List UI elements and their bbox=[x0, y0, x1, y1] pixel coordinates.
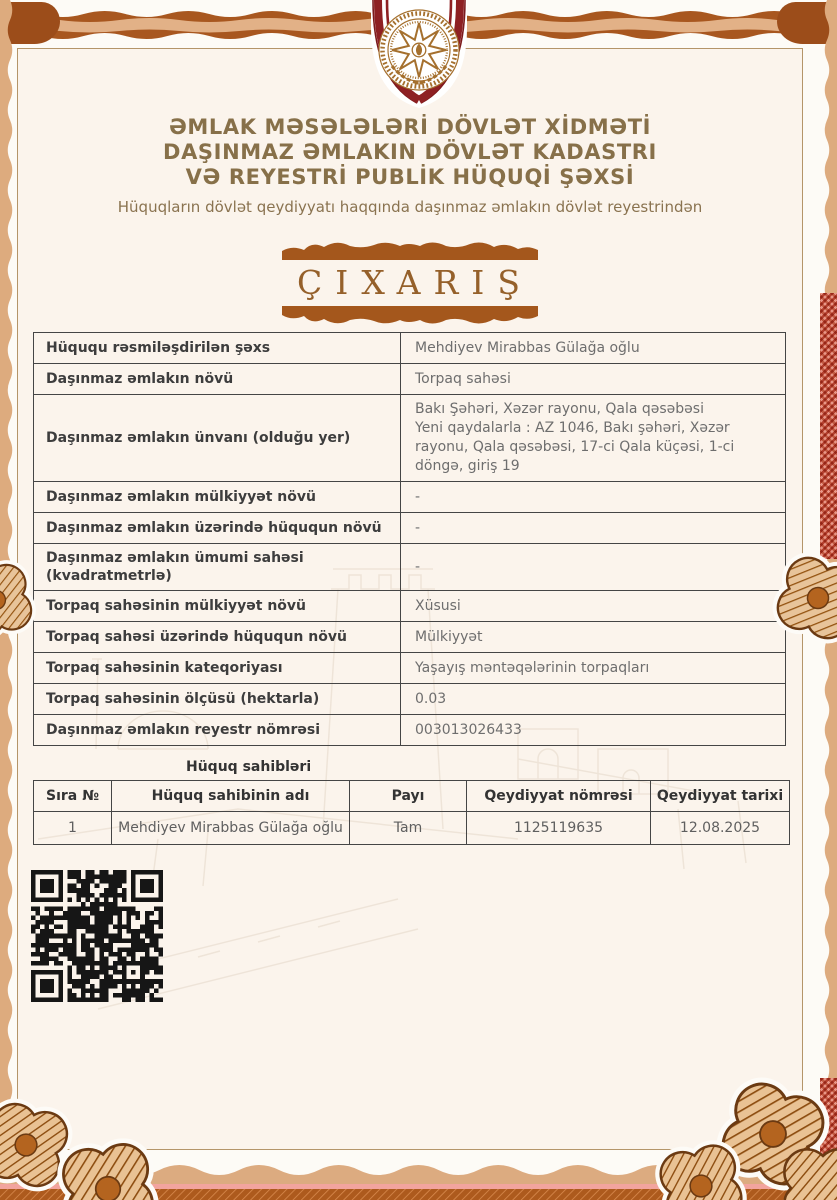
row-label: Daşınmaz əmlakın mülkiyyət növü bbox=[34, 482, 401, 512]
table-row bbox=[34, 715, 785, 746]
row-label: Torpaq sahəsinin mülkiyyət növü bbox=[34, 591, 401, 621]
owner-name: Mehdiyev Mirabbas Gülağa oğlu bbox=[112, 812, 350, 844]
table-row bbox=[34, 364, 785, 395]
column-header: Hüquq sahibinin adı bbox=[112, 781, 350, 811]
owner-no: 1 bbox=[34, 812, 112, 844]
issuing-authority-title bbox=[18, 115, 802, 190]
bottom-left-corner-flourish bbox=[0, 1085, 180, 1200]
table-row bbox=[34, 544, 785, 591]
row-value: Torpaq sahəsi bbox=[415, 370, 511, 387]
row-label: Daşınmaz əmlakın növü bbox=[34, 364, 401, 394]
row-label: Torpaq sahəsi üzərində hüququn növü bbox=[34, 622, 401, 652]
left-medallion-ornament bbox=[0, 540, 42, 660]
table-row bbox=[34, 622, 785, 653]
banner-bottom-flourish bbox=[282, 310, 538, 328]
row-label: Daşınmaz əmlakın reyestr nömrəsi bbox=[34, 715, 401, 745]
banner-top-flourish bbox=[282, 238, 538, 256]
owner-reg-number: 1125119635 bbox=[467, 812, 651, 844]
authority-line-3: VƏ REYESTRİ PUBLİK HÜQUQİ ŞƏXSİ bbox=[185, 165, 635, 189]
row-value: 003013026433 bbox=[415, 721, 522, 738]
row-value: - bbox=[415, 519, 421, 536]
row-label: Hüququ rəsmiləşdirilən şəxs bbox=[34, 333, 401, 363]
qr-code bbox=[31, 870, 163, 1002]
azerbaijan-state-emblem bbox=[361, 0, 477, 112]
row-value: - bbox=[415, 488, 421, 505]
column-header: Qeydiyyat tarixi bbox=[656, 788, 784, 804]
authority-line-1: ƏMLAK MƏSƏLƏLƏRİ DÖVLƏT XİDMƏTİ bbox=[168, 115, 652, 139]
table-row-address bbox=[34, 395, 785, 482]
table-row bbox=[34, 513, 785, 544]
row-value: Mülkiyyət bbox=[415, 628, 483, 645]
extract-banner bbox=[282, 238, 538, 328]
row-label: Torpaq sahəsinin ölçüsü (hektarla) bbox=[34, 684, 401, 714]
row-value: Xüsusi bbox=[415, 597, 461, 614]
address-line-1: Bakı Şəhəri, Xəzər rayonu, Qala qəsəbəsi bbox=[415, 401, 704, 417]
row-label: Daşınmaz əmlakın üzərində hüququn növü bbox=[34, 513, 401, 543]
row-value: Mehdiyev Mirabbas Gülağa oğlu bbox=[415, 339, 640, 356]
bottom-right-corner-flourish bbox=[645, 1070, 837, 1200]
row-label: Daşınmaz əmlakın ünvanı (olduğu yer) bbox=[34, 395, 401, 481]
right-medallion-ornament bbox=[770, 536, 837, 666]
property-details-table bbox=[33, 332, 786, 746]
document-subtitle: Hüquqların dövlət qeydiyyatı haqqında daşınmaz əmlakın dövlət reyestrindən bbox=[117, 198, 703, 216]
table-row bbox=[34, 333, 785, 364]
extract-title: ÇIXARIŞ bbox=[297, 263, 533, 302]
table-row bbox=[34, 591, 785, 622]
address-line-2: Yeni qaydalarla : AZ 1046, Bakı şəhəri, Xəzər rayonu, Qala qəsəbəsi, 17-ci Qala küçəsi, 1-ci döngə, giriş 19 bbox=[415, 420, 735, 474]
table-row bbox=[34, 653, 785, 684]
owners-data-row bbox=[34, 812, 789, 845]
owner-share: Tam bbox=[350, 812, 467, 844]
row-value: - bbox=[415, 558, 421, 575]
column-header: Payı bbox=[350, 781, 467, 811]
owners-section-title: Hüquq sahibləri bbox=[186, 759, 312, 775]
right-border-red-band bbox=[820, 293, 837, 559]
row-label: Torpaq sahəsinin kateqoriyası bbox=[34, 653, 401, 683]
owners-header-row bbox=[34, 781, 789, 812]
table-row bbox=[34, 684, 785, 715]
document-body bbox=[17, 48, 803, 1150]
authority-line-2: DAŞINMAZ ƏMLAKIN DÖVLƏT KADASTRI bbox=[163, 140, 657, 164]
row-label: Daşınmaz əmlakın ümumi sahəsi (kvadratmetrlə) bbox=[34, 544, 401, 590]
owners-table bbox=[33, 780, 790, 845]
owner-reg-date: 12.08.2025 bbox=[679, 820, 761, 836]
row-value: Yaşayış məntəqələrinin torpaqları bbox=[415, 659, 650, 676]
column-header: Qeydiyyat nömrəsi bbox=[467, 781, 651, 811]
row-value: 0.03 bbox=[415, 690, 447, 707]
column-header: Sıra № bbox=[34, 781, 112, 811]
table-row bbox=[34, 482, 785, 513]
